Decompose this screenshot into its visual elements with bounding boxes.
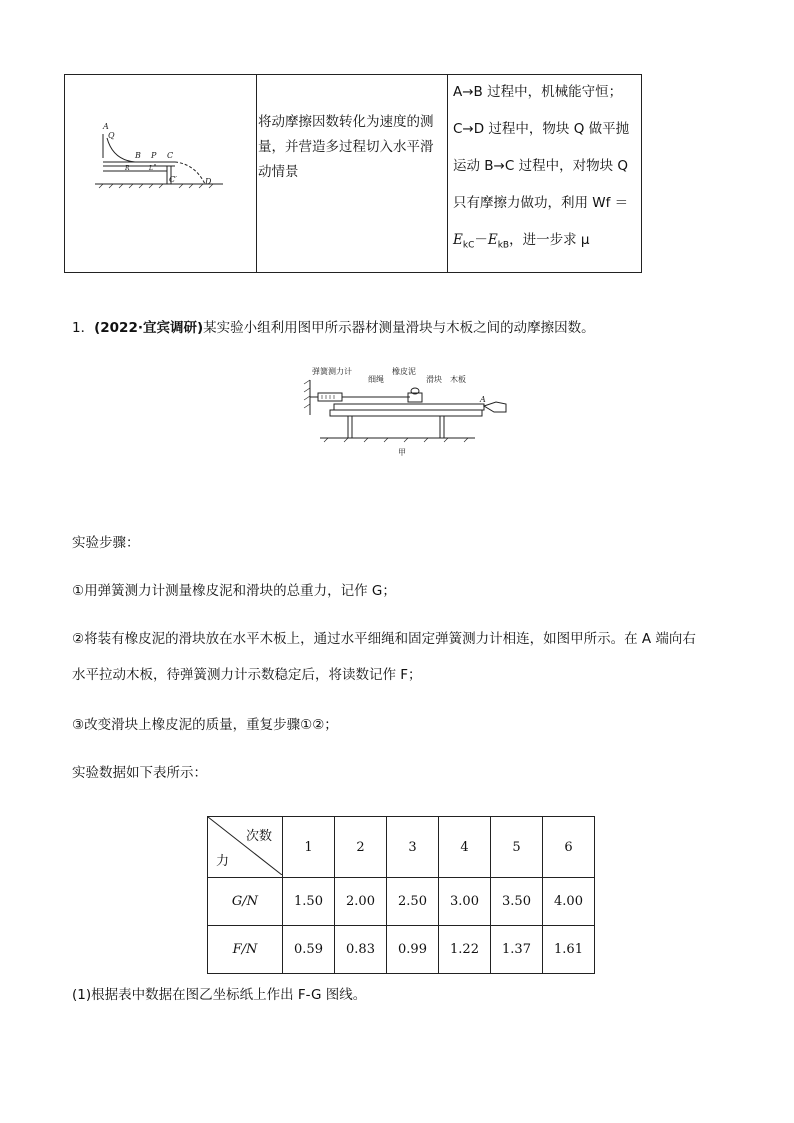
trial-header: 4 — [439, 817, 491, 878]
steps-heading: 实验步骤： — [72, 535, 140, 551]
process-line-5: $E_{kC}-E_{kB}$，进一步求 μ — [453, 232, 590, 251]
label-C: C — [167, 151, 174, 160]
label-putty: 橡皮泥 — [392, 367, 416, 376]
question-number: 1． — [72, 320, 95, 336]
step-2-line-2: 水平拉动木板，待弹簧测力计示数稳定后，将读数记作 F； — [72, 667, 422, 683]
process-line-3: 运动 B→C 过程中，对物块 Q — [453, 158, 628, 174]
label-A: A — [103, 122, 109, 131]
table-cell: 0.99 — [387, 926, 439, 974]
label-A-end: A — [480, 395, 486, 404]
table-cell: 1.22 — [439, 926, 491, 974]
label-L: L — [149, 165, 153, 172]
label-Q: Q — [108, 131, 115, 140]
table-row-G — [208, 878, 595, 926]
row-label: F/N — [208, 926, 283, 974]
label-spring-scale: 弹簧测力计 — [312, 367, 352, 376]
apparatus-figure — [300, 360, 510, 460]
row-label: G/N — [208, 878, 283, 926]
table-cell: 0.59 — [283, 926, 335, 974]
trial-header: 2 — [335, 817, 387, 878]
question-source: (2022·宜宾调研) — [94, 320, 204, 336]
label-R: R — [125, 165, 130, 172]
data-intro: 实验数据如下表所示： — [72, 765, 207, 781]
part-1: (1)根据表中数据在图乙坐标纸上作出 F-G 图线。 — [72, 987, 367, 1003]
process-line-1: A→B 过程中，机械能守恒； — [453, 84, 623, 100]
trial-header: 3 — [387, 817, 439, 878]
figure-caption: 甲 — [398, 448, 406, 457]
table-cell: 0.83 — [335, 926, 387, 974]
step-3: ③改变滑块上橡皮泥的质量，重复步骤①②； — [72, 717, 338, 733]
method-process — [453, 74, 638, 265]
corner-force-label: 力 — [216, 854, 230, 869]
table-divider — [256, 75, 257, 272]
label-B: B — [135, 151, 141, 160]
data-table — [207, 816, 595, 974]
label-P: P — [151, 151, 157, 160]
table-header-row — [208, 817, 595, 878]
corner-trials-label: 次数 — [245, 829, 272, 844]
table-cell: 4.00 — [543, 878, 595, 926]
table-cell: 3.50 — [491, 878, 543, 926]
table-row-F — [208, 926, 595, 974]
label-string: 细绳 — [368, 375, 384, 384]
label-C-prime: C′ — [169, 175, 177, 184]
trial-header: 6 — [543, 817, 595, 878]
label-D: D — [205, 177, 212, 186]
table-divider — [447, 75, 448, 272]
method-description: 将动摩擦因数转化为速度的测量，并营造多过程切入水平滑动情景 — [258, 114, 434, 180]
question-line — [72, 316, 595, 336]
label-board: 木板 — [450, 375, 466, 384]
process-line-4: 只有摩擦力做功，利用 Wf ＝ — [453, 195, 629, 211]
table-cell: 1.61 — [543, 926, 595, 974]
process-line-2: C→D 过程中，物块 Q 做平抛 — [453, 121, 630, 137]
step-1: ①用弹簧测力计测量橡皮泥和滑块的总重力，记作 G； — [72, 583, 396, 599]
trial-header: 1 — [283, 817, 335, 878]
question-text: 某实验小组利用图甲所示器材测量滑块与木板之间的动摩擦因数。 — [203, 320, 595, 336]
table-cell: 1.50 — [283, 878, 335, 926]
table-cell: 3.00 — [439, 878, 491, 926]
table-cell: 2.00 — [335, 878, 387, 926]
corner-cell — [208, 817, 283, 878]
trial-header: 5 — [491, 817, 543, 878]
label-slider: 滑块 — [426, 375, 442, 384]
table-cell: 1.37 — [491, 926, 543, 974]
table-cell: 2.50 — [387, 878, 439, 926]
step-2-line-1: ②将装有橡皮泥的滑块放在水平木板上，通过水平细绳和固定弹簧测力计相连，如图甲所示。在 A 端向右 — [72, 631, 696, 647]
track-figure — [95, 118, 225, 198]
